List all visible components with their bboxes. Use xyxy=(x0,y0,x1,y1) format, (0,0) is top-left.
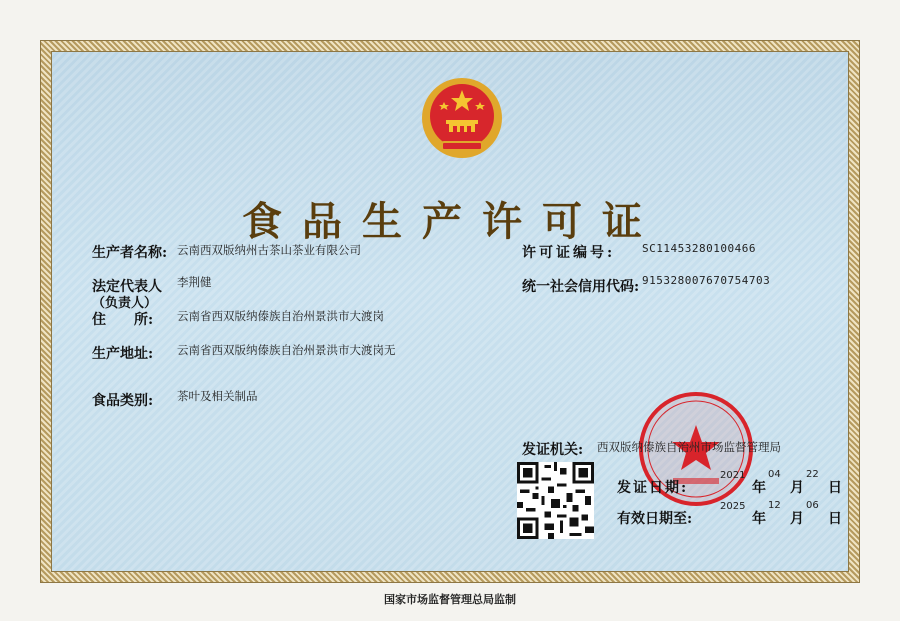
valid-month-value: 12 xyxy=(768,500,781,511)
certificate-title: 食品生产许可证 xyxy=(242,198,662,245)
issue-day-char: 日 xyxy=(828,480,842,496)
issue-day-value: 22 xyxy=(806,469,819,480)
license-number-label: 许可证编号: xyxy=(522,245,616,261)
production-address-value: 云南省西双版纳傣族自治州景洪市大渡岗无 xyxy=(177,343,396,357)
issue-month-value: 04 xyxy=(768,469,781,480)
issue-year-char: 年 xyxy=(752,480,766,496)
producer-label: 生产者名称: xyxy=(92,245,168,261)
food-category-label: 食品类别: xyxy=(92,393,154,409)
issue-month-char: 月 xyxy=(790,480,804,496)
issue-year-value: 2021 xyxy=(720,470,746,481)
valid-day-char: 日 xyxy=(828,511,842,527)
producer-value: 云南西双版纳州古茶山茶业有限公司 xyxy=(177,243,361,257)
legal-rep-sub-label: （负责人） xyxy=(92,296,158,311)
qr-code-icon xyxy=(517,462,594,539)
legal-rep-label: 法定代表人 xyxy=(92,279,162,295)
issuing-authority-footer: 国家市场监督管理总局监制 xyxy=(384,593,516,606)
credit-code-label: 统一社会信用代码: xyxy=(522,279,640,295)
credit-code-value: 91532800767075470З xyxy=(642,274,771,287)
national-emblem-icon xyxy=(420,76,504,160)
issue-date-label: 发证日期: xyxy=(617,480,689,496)
license-number-value: SC11453280100466 xyxy=(642,242,756,255)
certificate-body xyxy=(51,51,849,572)
valid-year-char: 年 xyxy=(752,511,766,527)
certificate-border xyxy=(40,40,860,583)
valid-until-label: 有效日期至: xyxy=(617,511,693,527)
valid-month-char: 月 xyxy=(790,511,804,527)
legal-rep-value: 李荆健 xyxy=(177,275,212,289)
residence-label: 住 所: xyxy=(92,312,154,328)
food-category-value: 茶叶及相关制品 xyxy=(177,389,258,403)
production-address-label: 生产地址: xyxy=(92,346,154,362)
valid-year-value: 2025 xyxy=(720,501,746,512)
residence-value: 云南省西双版纳傣族自治州景洪市大渡岗 xyxy=(177,309,384,323)
issuer-label: 发证机关: xyxy=(522,442,584,458)
issuer-value: 西双版纳傣族自治州市场监督管理局 xyxy=(597,440,781,454)
valid-day-value: 06 xyxy=(806,500,819,511)
